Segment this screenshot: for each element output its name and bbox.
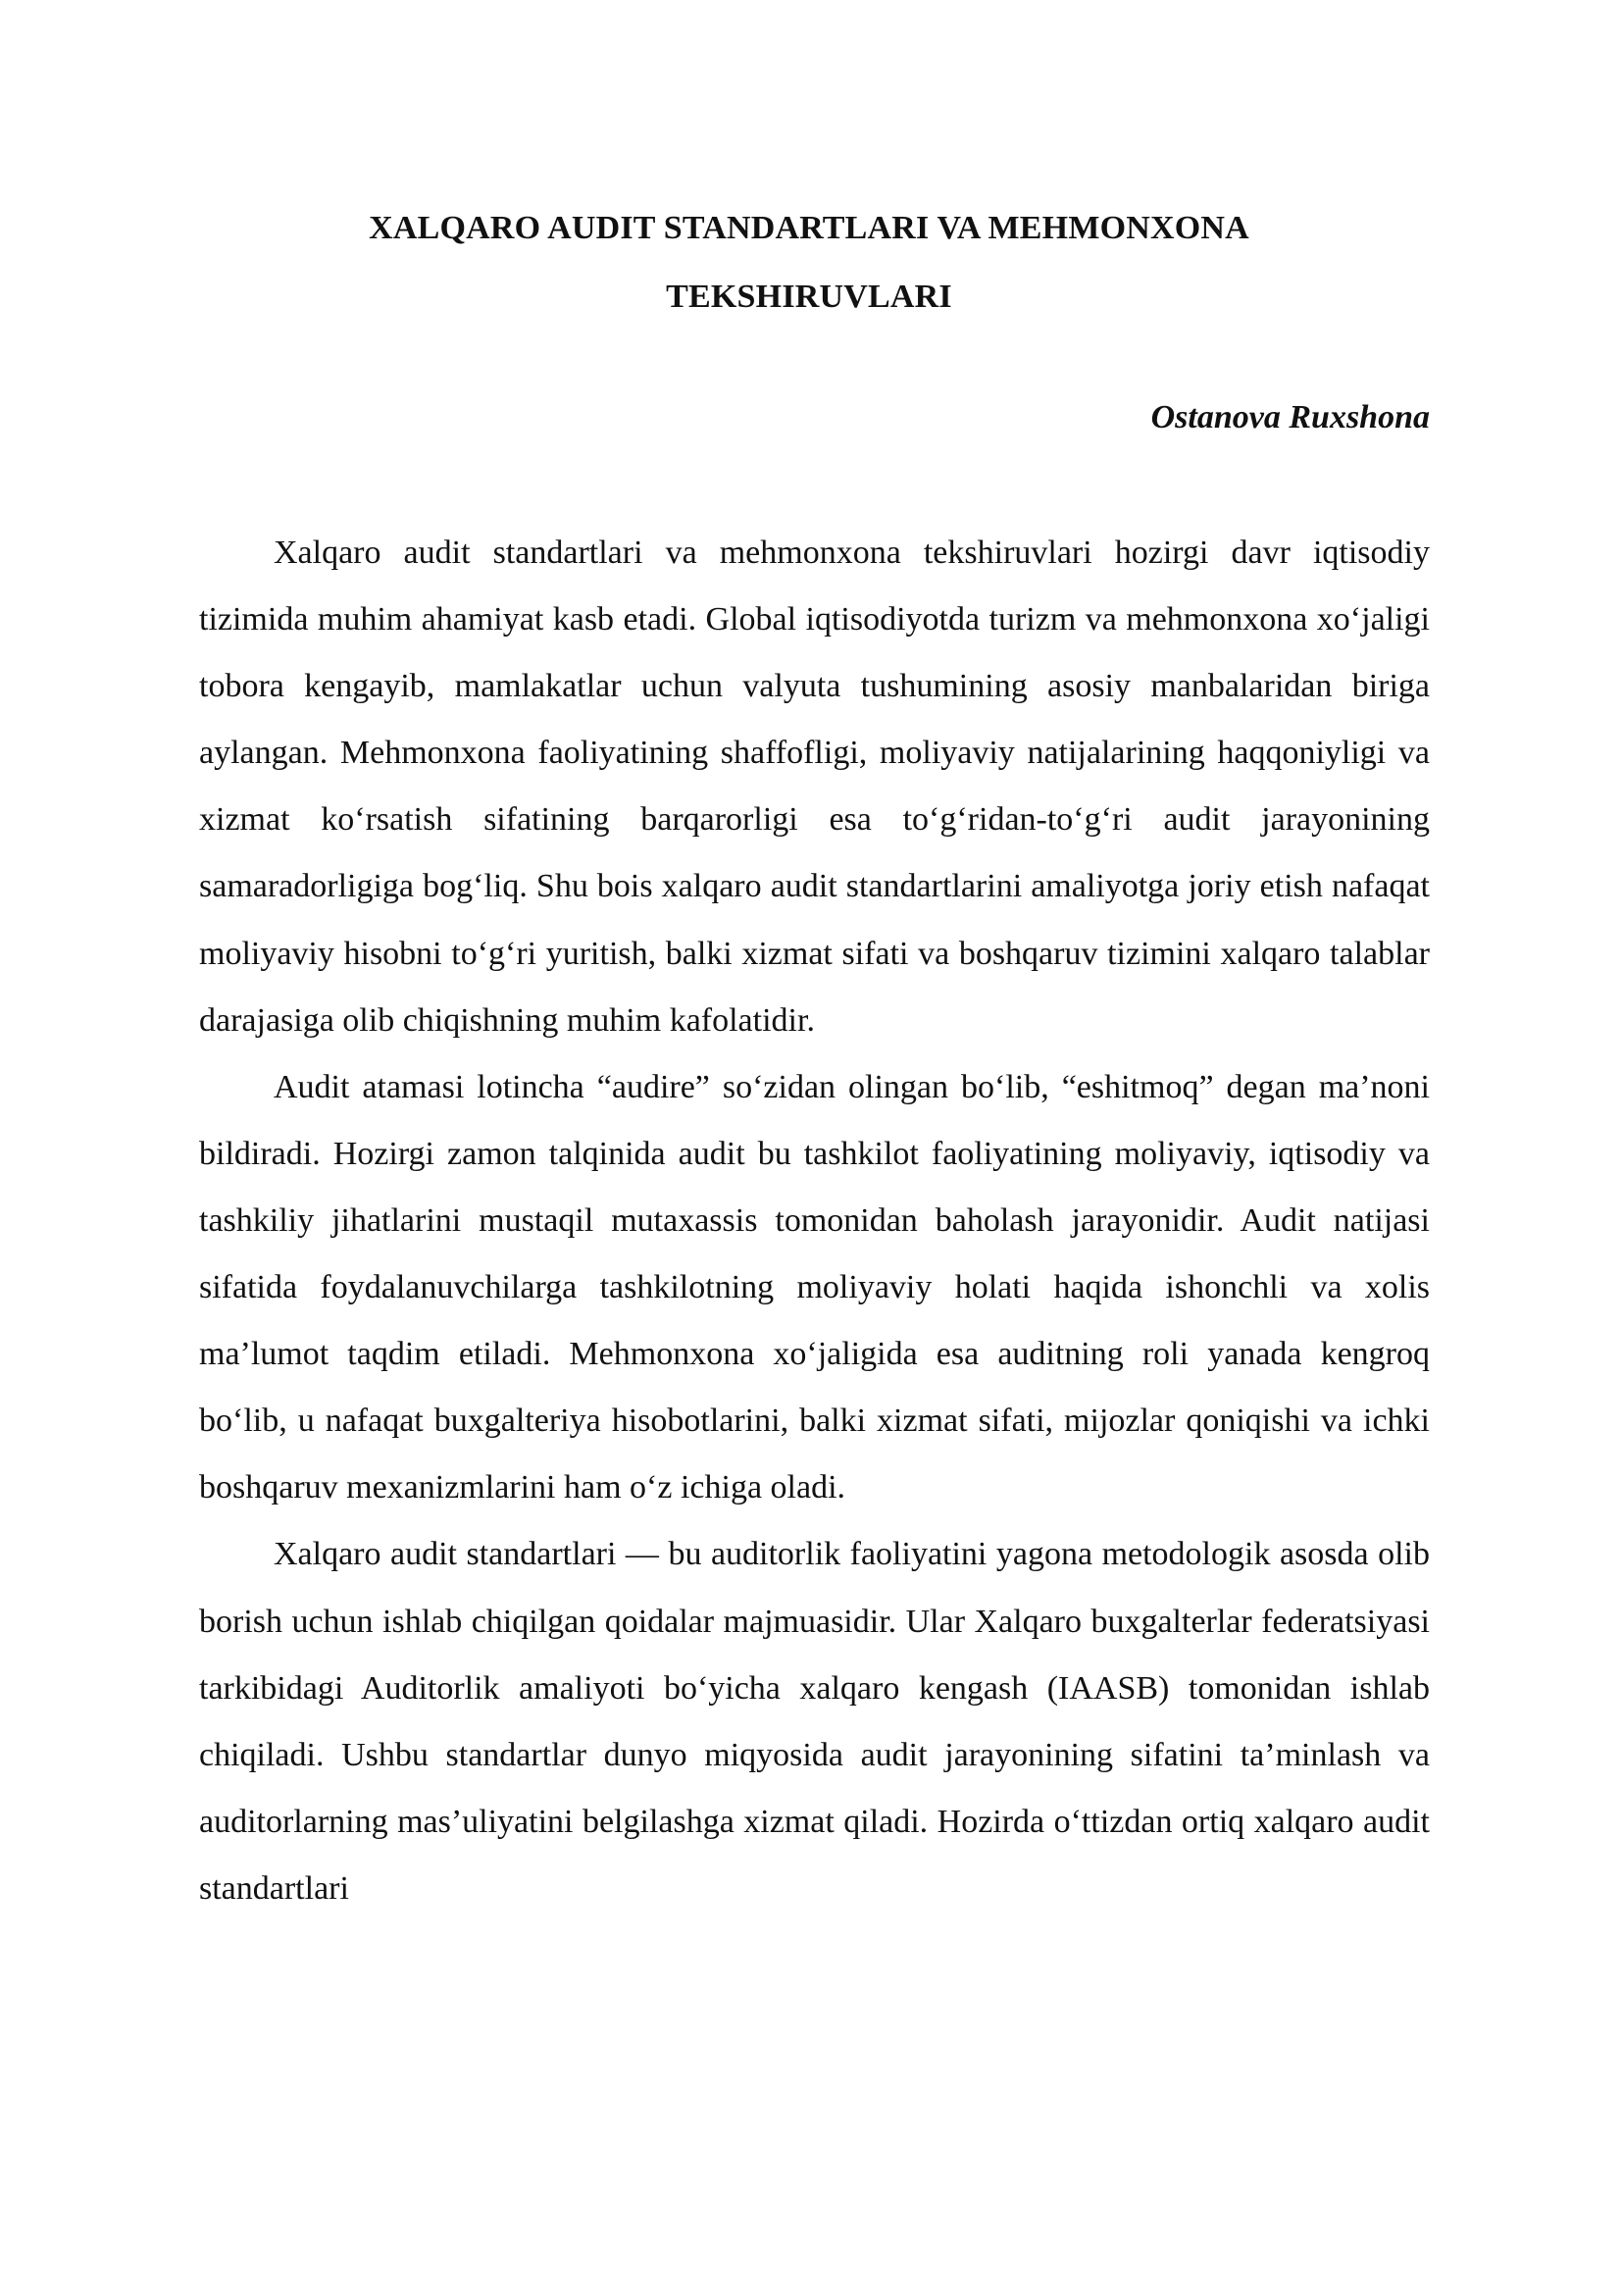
paragraph-1: Xalqaro audit standartlari va mehmonxona tekshiruvlari hozirgi davr iqtisodiy tizimida muhim ahamiyat kasb etadi. Global iqtisodiyotda turizm va mehmonxona xo‘jaligi tobora kengayib, mamlakatlar uchun valyuta tushumining asosiy manbalaridan biriga aylangan. Mehmonxona faoliyatining shaffofligi, moliyaviy natijalarining haqqoniyligi va xizmat ko‘rsatish sifatining barqarorligi esa to‘g‘ridan-to‘g‘ri audit jarayonining samaradorligiga bog‘liq. Shu bois xalqaro audit standartlarini amaliyotga joriy etish nafaqat moliyaviy hisobni to‘g‘ri yuritish, balki xizmat sifati va boshqaruv tizimini xalqaro talablar darajasiga olib chiqishning muhim kafolatidir. xyxy=(199,535,1430,1039)
article-body xyxy=(199,520,1430,1922)
paragraph-2: Audit atamasi lotincha “audire” so‘zidan olingan bo‘lib, “eshitmoq” degan ma’noni bildiradi. Hozirgi zamon talqinida audit bu tashkilot faoliyatining moliyaviy, iqtisodiy va tashkiliy jihatlarini mustaqil mutaxassis tomonidan baholash jarayonidir. Audit natijasi sifatida foydalanuvchilarga tashkilotning moliyaviy holati haqida ishonchli va xolis ma’lumot taqdim etiladi. Mehmonxona xo‘jaligida esa auditning roli yanada kengroq bo‘lib, u nafaqat buxgalteriya hisobotlarini, balki xizmat sifati, mijozlar qoniqishi va ichki boshqaruv mexanizmlarini ham o‘z ichiga oladi. xyxy=(199,1068,1430,1506)
title-line-1: XALQARO AUDIT STANDARTLARI VA MEHMONXONA xyxy=(369,210,1249,246)
paragraph-3: Xalqaro audit standartlari — bu auditorlik faoliyatini yagona metodologik asosda olib borish uchun ishlab chiqilgan qoidalar majmuasidir. Ular Xalqaro buxgalterlar federatsiyasi tarkibidagi Auditorlik amaliyoti bo‘yicha xalqaro kengash (IAASB) tomonidan ishlab chiqiladi. Ushbu standartlar dunyo miqyosida audit jarayonining sifatini ta’minlash va auditorlarning mas’uliyatini belgilashga xizmat qiladi. Hozirda o‘ttizdan ortiq xalqaro audit standartlari xyxy=(199,1536,1430,1907)
title-line-2: TEKSHIRUVLARI xyxy=(666,279,952,315)
author-name: Ostanova Ruxshona xyxy=(1150,399,1430,435)
document-title xyxy=(196,194,1422,332)
